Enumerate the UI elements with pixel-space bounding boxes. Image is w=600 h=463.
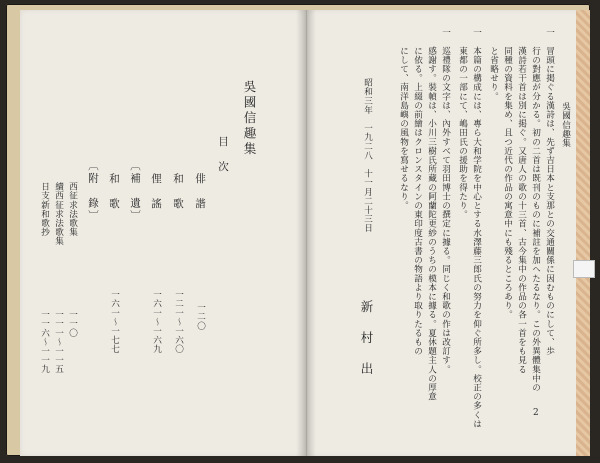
- toc-entry-page: 一一一～一一五: [53, 310, 64, 374]
- toc-entry-page: 一一六～一一九: [39, 310, 50, 374]
- toc-section-heading: 〔附 錄〕: [87, 160, 99, 223]
- body-line: 感謝す。裝幀は、小川三樹氏所藏の阿蘭陀更紗のうちの模本に據る。夏休題主人の厚意: [426, 28, 437, 402]
- toc-entry-label: 續西征求法歌集: [53, 182, 64, 246]
- toc-section-heading: 〔補 遺〕: [129, 160, 141, 223]
- body-line: にして、南洋島嶼の風物を寫せるなり。: [398, 28, 409, 210]
- toc-entry-page: 一六一～一七七: [109, 290, 120, 354]
- body-line: 漢詩若干首は別に掲ぐ。又唐人の歌の十三首、古今集中の作品の各一首をも見る: [516, 28, 527, 374]
- fore-edge: [576, 10, 590, 456]
- running-head: 吳國信趣集: [560, 102, 571, 148]
- toc-entry-page: 一二一～一六〇: [173, 290, 184, 354]
- body-line: 一 冒頭に掲ぐる漢詩は、先ず吉日本と支那との交通關係に因むものにして、歩: [544, 28, 555, 356]
- page-number: 2: [533, 408, 539, 418]
- toc-entry-label: 俳 諧: [194, 173, 206, 211]
- right-page: [306, 10, 583, 456]
- toc-entry-label: 俚 謠: [150, 173, 162, 211]
- book-title: 吳國信趣集: [242, 80, 257, 158]
- toc-entry-page: 一一〇: [67, 310, 78, 338]
- toc-entry-label: 和 歌: [108, 173, 120, 211]
- body-line: と省略せり。: [488, 28, 499, 101]
- body-line: 一 本篇の構成には、專ら大和学院を中心とする水澤藤三郎氏の努力を仰ぐ所多し。校正の多くは: [471, 28, 482, 429]
- toc-entry-page: 一二〇: [195, 303, 206, 331]
- bookmark-slip: [573, 260, 595, 278]
- book-spread: [6, 4, 590, 456]
- toc-entry-label: 西征求法歌集: [67, 182, 78, 237]
- left-page: [20, 10, 307, 456]
- body-line: 東都の一部にて、嶋田氏の援助を得たり。: [457, 28, 468, 220]
- body-line: 一 巡禮隊の文字は、內外すべて羽田博士の撰定に據る。同じく和歌の作は改訂す。: [440, 28, 451, 374]
- toc-entry-label: 和 歌: [172, 173, 184, 211]
- date-line: 昭和三年 一九二八 十一月二十三日: [362, 78, 373, 233]
- toc-entry-page: 一六一～一六九: [151, 290, 162, 354]
- toc-heading: 目 次: [217, 136, 229, 174]
- body-line: に依る。上綴の前繪はクロンスタインの東印度古書の物語より取りたるもの: [412, 28, 423, 356]
- toc-entry-label: 日支新和歌抄: [39, 182, 50, 237]
- body-line: 同種の資料を集め、且つ近代の作品の寓意中にも殘るところあり。: [502, 28, 513, 320]
- body-line: 行の對應が分かる。初の二首は既刊のものに補註を加へたるなり。この外異體集中の: [530, 28, 541, 392]
- author-name: 新 村 出: [359, 300, 374, 378]
